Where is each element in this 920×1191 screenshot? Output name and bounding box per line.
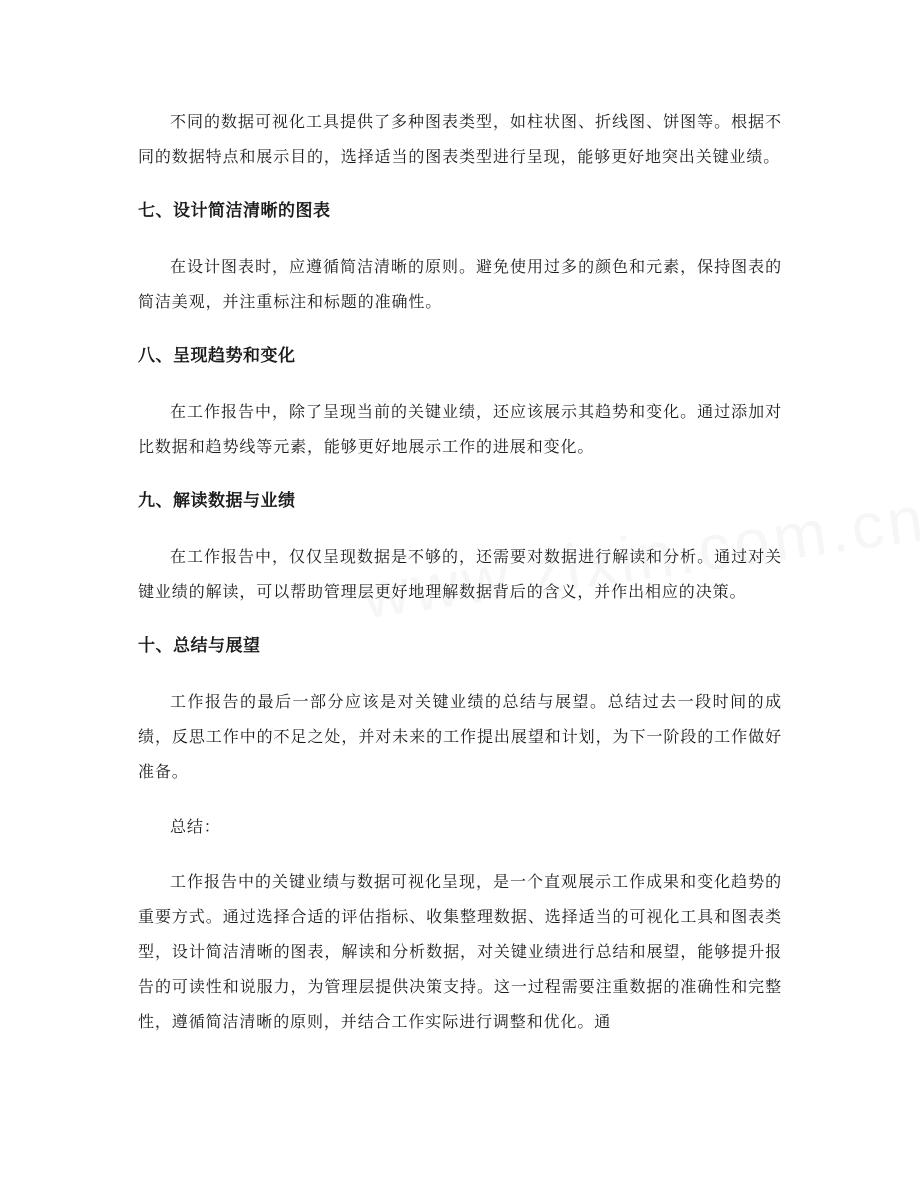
document-body: [138, 104, 782, 1039]
section-7-heading: 七、设计简洁清晰的图表: [138, 201, 331, 221]
section-9-paragraph: 在工作报告中，仅仅呈现数据是不够的，还需要对数据进行解读和分析。通过对关键业绩的解读，可以帮助管理层更好地理解数据背后的含义，并作出相应的决策。: [138, 547, 782, 601]
summary-label: 总结：: [170, 817, 221, 836]
section-8-paragraph: 在工作报告中，除了呈现当前的关键业绩，还应该展示其趋势和变化。通过添加对比数据和趋势线等元素，能够更好地展示工作的进展和变化。: [138, 402, 782, 456]
section-8-heading: 八、呈现趋势和变化: [138, 346, 296, 366]
summary-paragraph: 工作报告中的关键业绩与数据可视化呈现，是一个直观展示工作成果和变化趋势的重要方式。通过选择合适的评估指标、收集整理数据、选择适当的可视化工具和图表类型，设计简洁清晰的图表，解读和分析数据，对关键业绩进行总结和展望，能够提升报告的可读性和说服力，为管理层提供决策支持。这一过程需要注重数据的准确性和完整性，遵循简洁清晰的原则，并结合工作实际进行调整和优化。通: [138, 872, 782, 1031]
section-9-heading: 九、解读数据与业绩: [138, 491, 296, 511]
section-10-heading: 十、总结与展望: [138, 636, 261, 656]
section-7-paragraph: 在设计图表时，应遵循简洁清晰的原则。避免使用过多的颜色和元素，保持图表的简洁美观，并注重标注和标题的准确性。: [138, 257, 782, 311]
intro-paragraph: 不同的数据可视化工具提供了多种图表类型，如柱状图、折线图、饼图等。根据不同的数据特点和展示目的，选择适当的图表类型进行呈现，能够更好地突出关键业绩。: [138, 112, 782, 166]
section-10-paragraph: 工作报告的最后一部分应该是对关键业绩的总结与展望。总结过去一段时间的成绩，反思工作中的不足之处，并对未来的工作提出展望和计划，为下一阶段的工作做好准备。: [138, 692, 782, 781]
